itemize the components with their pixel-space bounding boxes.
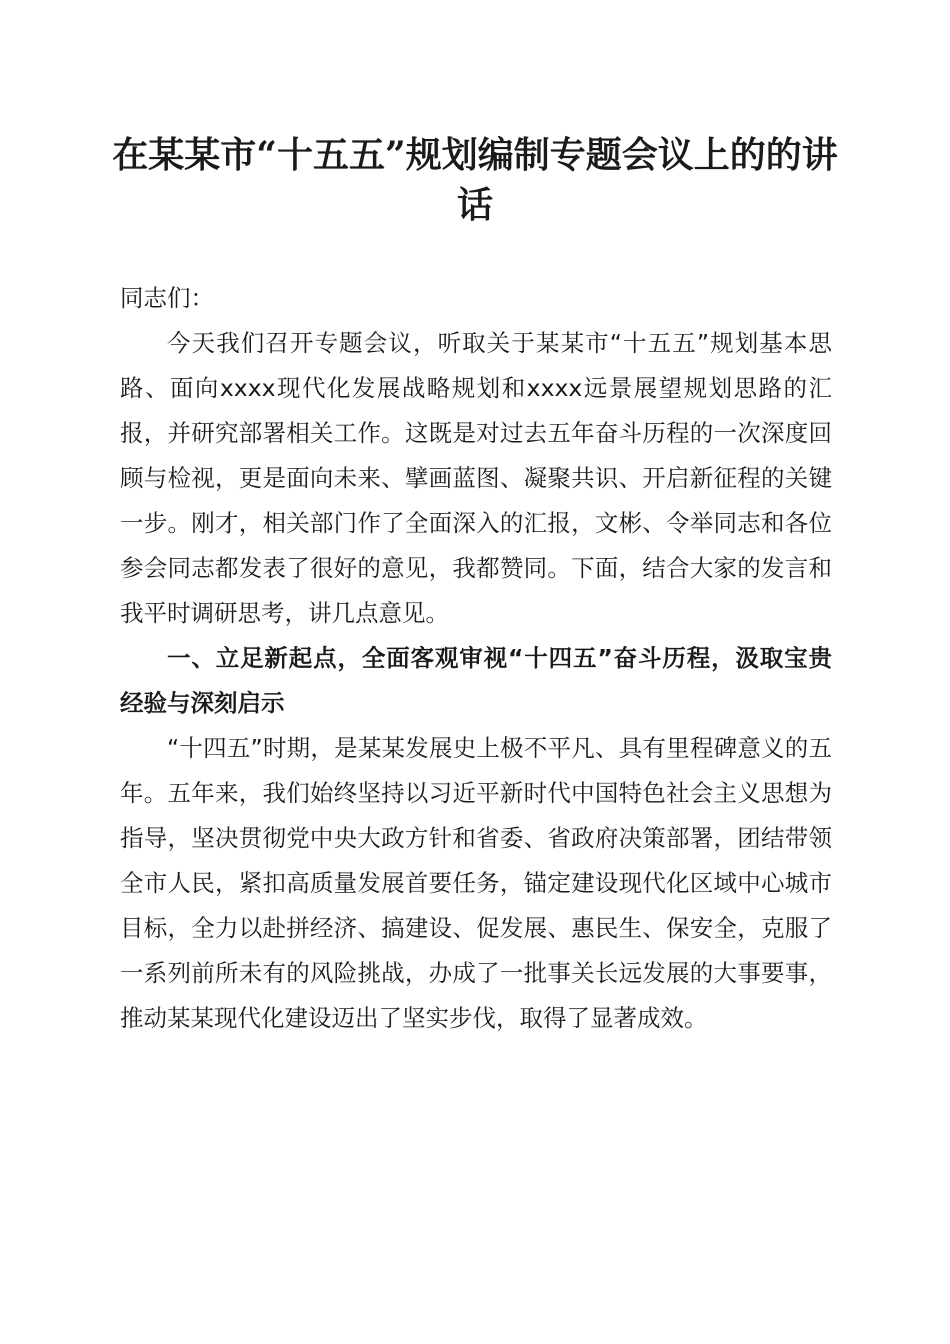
salutation: 同志们： (120, 284, 214, 312)
paragraph-review: “十四五”时期，是某某发展史上极不平凡、具有里程碑意义的五年。五年来，我们始终坚持以习近平新时代中国特色社会主义思想为指导，坚决贯彻党中央大政方针和省委、省政府决策部署，团结带领全市人民，紧扣高质量发展首要任务，锚定建设现代化区域中心城市目标，全力以赴拼经济、搞建设、促发展、惠民生、保安全，克服了一系列前所未有的风险挑战，办成了一批事关长远发展的大事要事，推动某某现代化建设迈出了坚实步伐，取得了显著成效。 (120, 734, 832, 1032)
section-heading-1: 一、立足新起点，全面客观审视“十四五”奋斗历程，汲取宝贵经验与深刻启示 (120, 644, 832, 717)
page-title: 在某某市“十五五”规划编制专题会议上的的讲话 (112, 134, 838, 226)
paragraph-intro: 今天我们召开专题会议，听取关于某某市“十五五”规划基本思路、面向xxxx现代化发展战略规划和xxxx远景展望规划思路的汇报，并研究部署相关工作。这既是对过去五年奋斗历程的一次深度回顾与检视，更是面向未来、擘画蓝图、凝聚共识、开启新征程的关键一步。刚才，相关部门作了全面深入的汇报，文彬、令举同志和各位参会同志都发表了很好的意见，我都赞同。下面，结合大家的发言和我平时调研思考，讲几点意见。 (120, 329, 832, 627)
document-body (120, 276, 832, 1041)
